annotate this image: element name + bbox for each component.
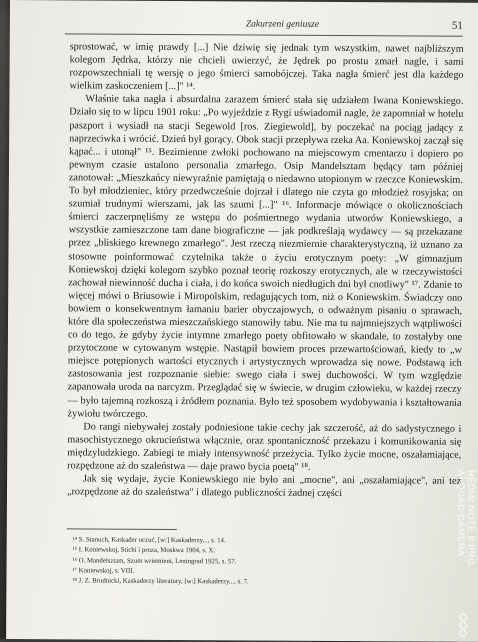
- page-header: [10, 18, 478, 35]
- watermark-text: [456, 470, 476, 566]
- paragraph: Do rangi niebywałej zostały podniesione takie cechy jak szczerość, aż do sadystycznego i masochistycznego okrucieństwa włącznie, oraz spontaniczność przekazu i komunikowania się międzyludzkiego. Zabiegi te miały intensywność przeżycia. Tylko życie mocne, oszałamiające, rozpędzone aż do szaleństwa — daje prawo bycia poetą" ¹⁸.: [67, 421, 462, 473]
- footnote-separator: [67, 528, 177, 530]
- running-head: Zakurzeni geniusze: [245, 19, 319, 30]
- camera-watermark: [456, 470, 476, 640]
- paragraph: Jak się wydaje, życie Koniewskiego nie było ani „mocne", ani „oszałamiające", ani też „rozpędzone aż do szaleństwa" i dlatego publiczności żadnej części: [66, 473, 462, 500]
- page-number: 51: [451, 19, 463, 32]
- footnote: ¹⁵ I. Koniewskoj, Stichi i proza, Moskwa 1904, s. X.: [72, 546, 216, 555]
- footnote: ¹⁸ J. Z. Brudnicki, Kaskaderzy literatury, [w:] Kaskaderzy..., s. 7.: [72, 577, 249, 586]
- watermark-line: AI QUAD CAMERA: [456, 470, 466, 557]
- watermark-line: REDMI NOTE 8 PRO: [466, 470, 476, 566]
- footnote: ¹⁶ O. Mandelsztam, Szum wriemieni, Leningrad 1925, s. 57.: [72, 556, 237, 565]
- header-rule: [65, 33, 463, 36]
- camera-lens-icon: [456, 612, 470, 638]
- paragraph: sprostować, w imię prawdy [...] Nie dziwię się jednak tym wszystkim, nawet najbliższym kolegom Jędrka, którzy nie chcieli uwierzyć, że Jędrek po prostu zmarł nagle, i sami rozpowszechniali tę wersję o jego śmierci samobójczej. Taka nagła śmierć jest dla każdego wielkim zaskoczeniem [...]" ¹⁴.: [69, 41, 464, 93]
- main-text: [67, 40, 464, 501]
- book-page: [6, 0, 478, 642]
- footnote: ¹⁴ S. Stanuch, Kaskader uczuć, [w:] Kaskaderzy..., s. 14.: [72, 536, 226, 545]
- paragraph: Właśnie taka nagła i absurdalna zarazem śmierć stała się udziałem Iwana Koniewskiego. Działo się to w lipcu 1901 roku: „Po wyjeździe z Rygi uświadomił nagle, że zapomniał w hotelu paszport i wysiadł na stacji Segewold [ros. Ziegiewold], by poczekać na pociąg jadący z naprzeciwka i wrócić. Dzień był gorący. Obok stacji przepływa rzeka Aa. Koniewskoj zaczął się kąpać... i utonął" ¹⁵. Bezimienne zwłoki pochowano na miejscowym cmentarzu i dopiero po pewnym czasie ustalono personalia zmarłego. Osip Mandelsztam będący tam później zanotował: „Mieszkańcy niewyraźnie pamiętają o niedawno utopionym w rzeczce Koniewskim. To był młodzieniec, który przedwcześnie dojrzał i dlatego nie czyta go młodzież rosyjska; on szumiał trudnymi wierszami, jak las szumi [...]" ¹⁶. Informacje mówiące o okolicznościach śmierci zaczerpnęliśmy ze wstępu do pośmiertnego wydania utworów Koniewskiego, a wszystkie zamieszczone tam dane biograficzne — jak podkreślają wydawcy — są przekazane przez „bliskiego krewnego zmarłego". Jest rzeczą niezmiernie charakterystyczną, iż uznano za stosowne poinformować czytelnika także o życiu erotycznym poety: „W gimnazjum Koniewskoj dzięki kolegom szybko poznał teorię rozkoszy erotycznych, ale w rzeczywistości zachował niewinność ducha i ciała, i do końca swoich niedługich dni był cnotliwy" ¹⁷. Zdanie to więcej mówi o Briusowie i Miropolskim, redagujących tom, niż o Koniewskim. Świadczy ono bowiem o konsekwentnym łamaniu barier obyczajowych, o odważnym pisaniu o sprawach, które dla społeczeństwa mieszczańskiego stanowiły tabu. Nie ma tu najmniejszych wątpliwości co do tego, że gdyby życie intymne zmarłego poety obfitowało w skandale, to zostałyby one przytoczone w cytowanym wstępie. Nastąpił bowiem proces przewartościowań, kiedy to „w miejsce potępionych wartości etycznych i artystycznych wprowadza się nowe. Podstawą ich zastosowania jest rozpoznanie siebie: swego ciała i swej duchowości. W tym względzie zapanowała uroda na narcyzm. Przeglądać się w świecie, w drugim człowieku, w każdej rzeczy — było tajemną rozkoszą i źródłem poznania. Było też sposobem wydobywania i kształtowania żywiołu twórczego.: [67, 93, 464, 420]
- footnote: ¹⁷ Koniewskoj, s. VIII.: [72, 567, 135, 575]
- footnotes: [72, 535, 402, 588]
